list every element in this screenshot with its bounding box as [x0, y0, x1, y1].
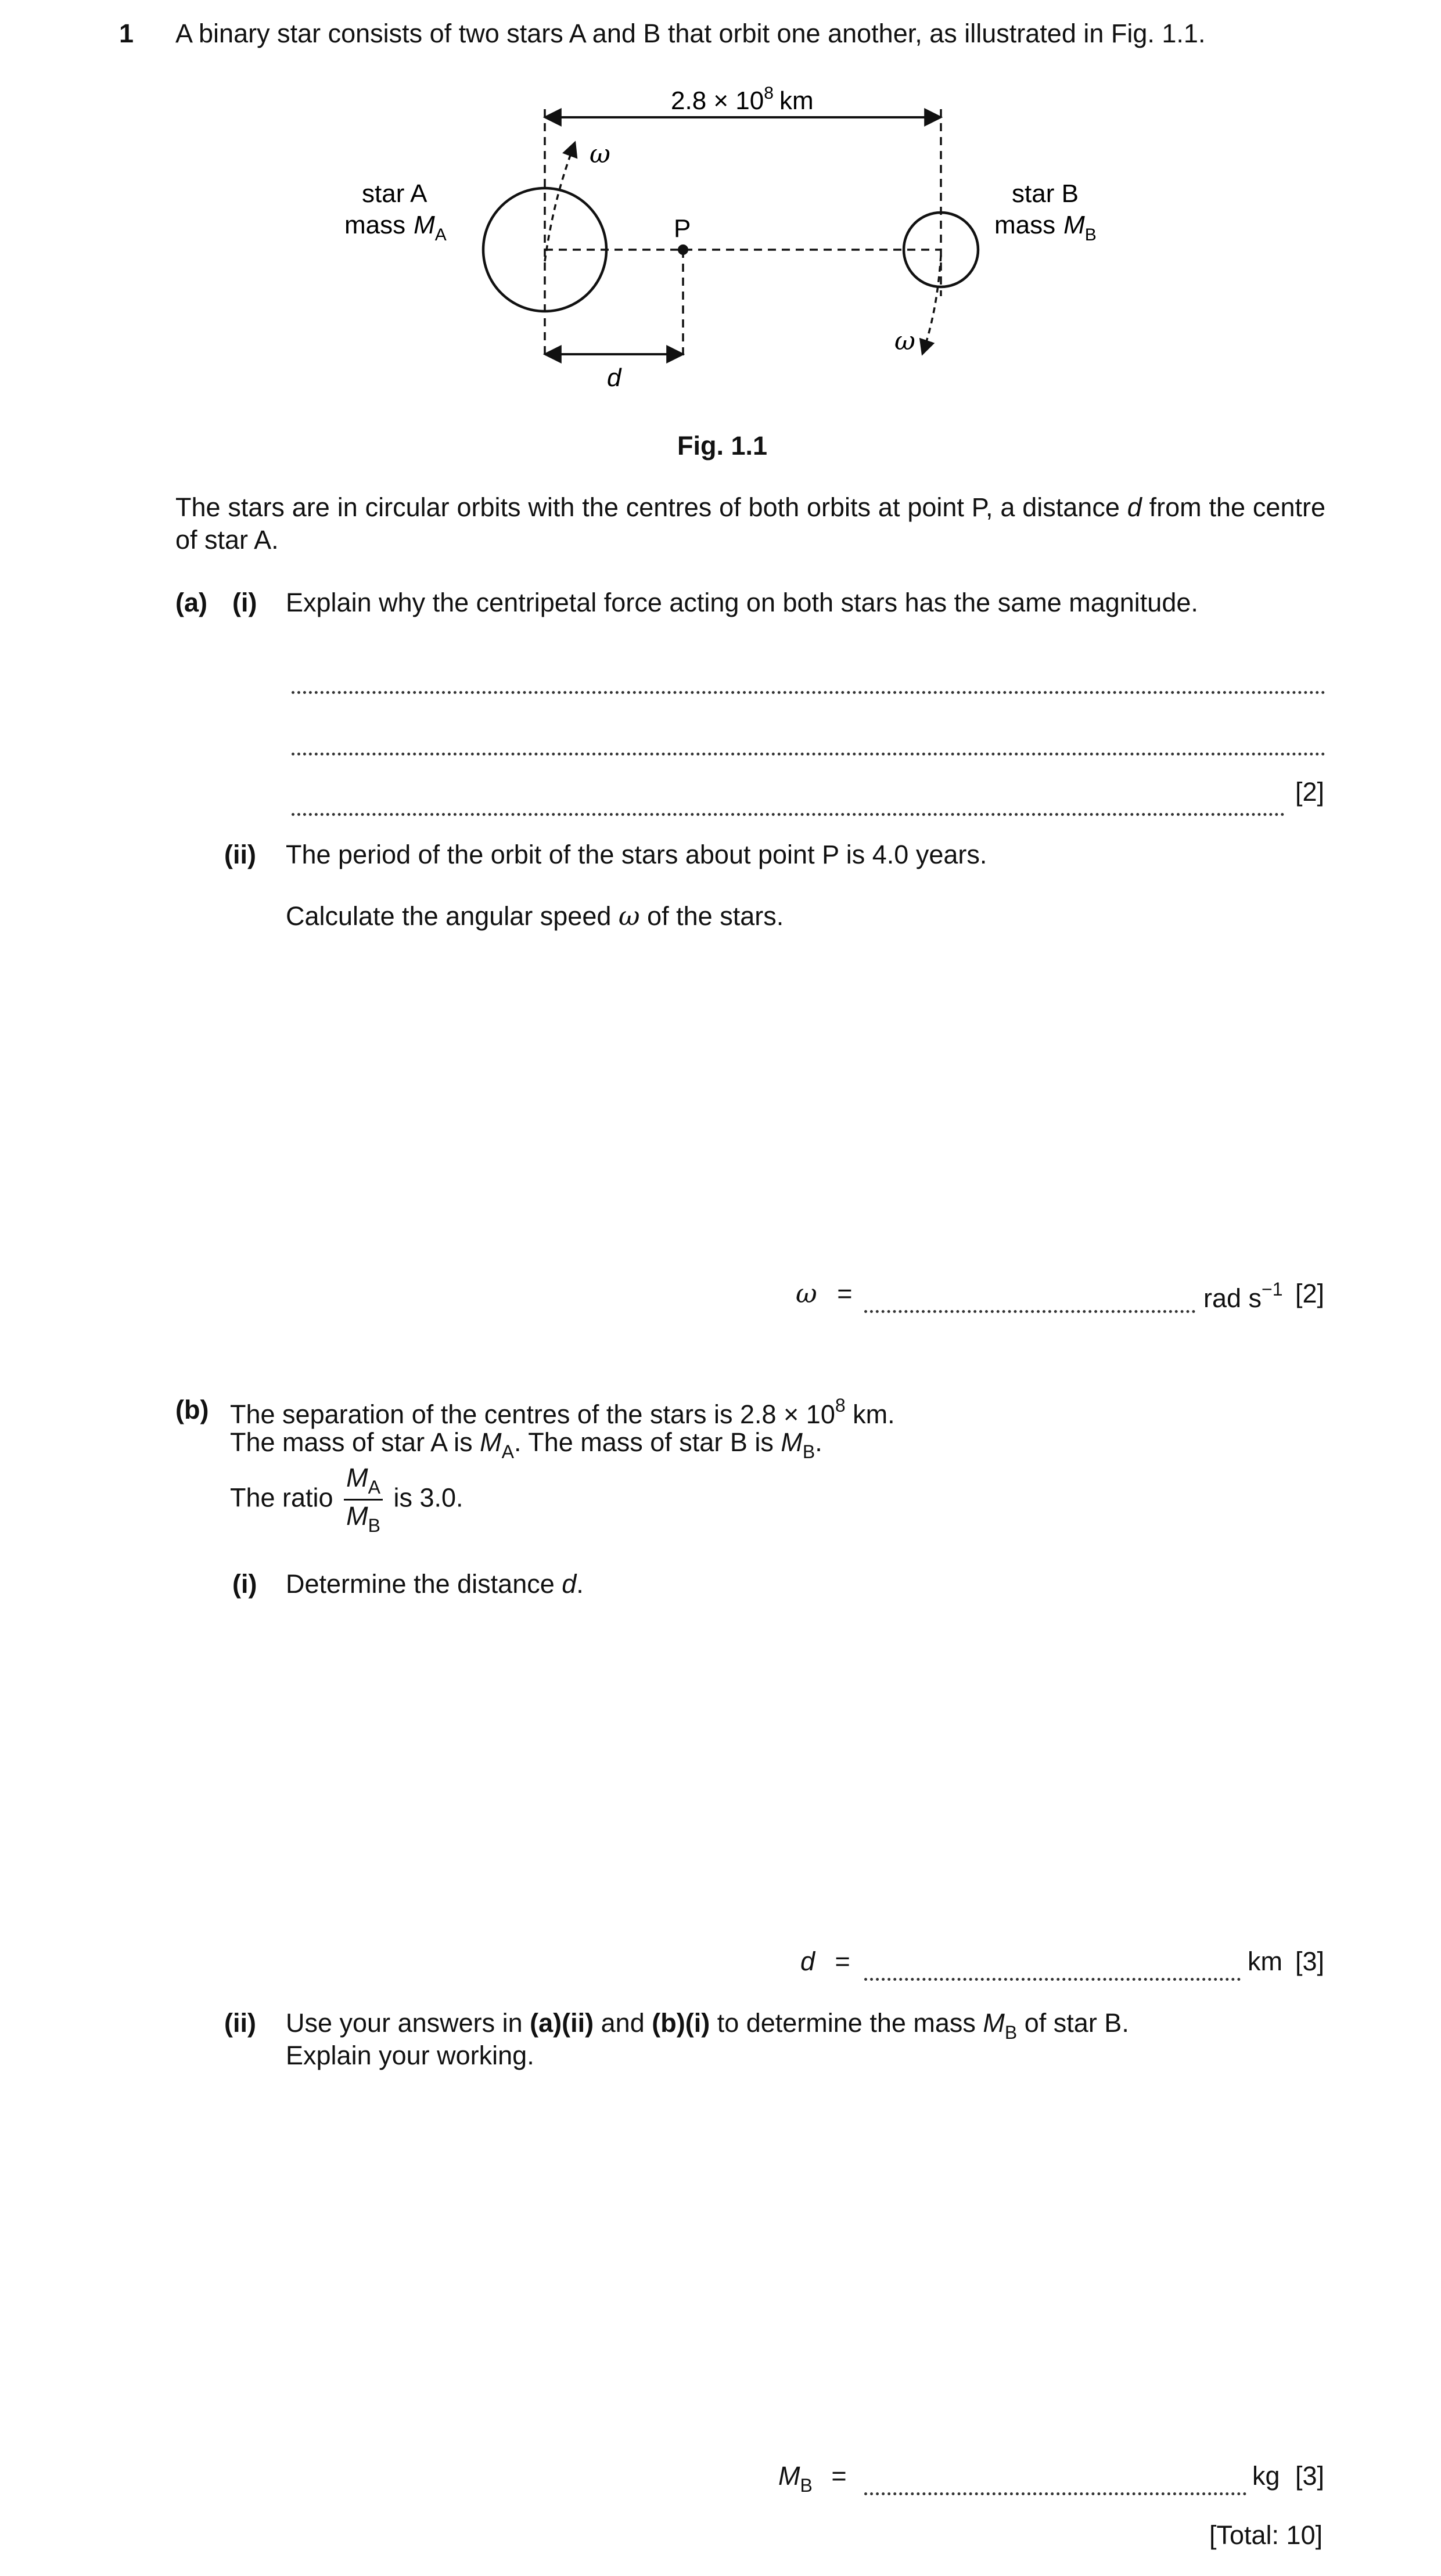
distance-d-label: d [607, 364, 621, 392]
omega-arrow-b [922, 256, 941, 354]
mb-answer-unit: kg [1252, 2461, 1280, 2491]
part-a-ii-question: The period of the orbit of the stars about point P is 4.0 years. [286, 840, 987, 869]
mb-answer-row: $M_B$ = [778, 2461, 847, 2496]
omega-label-a: ω [590, 139, 610, 169]
answer-line-2[interactable] [292, 731, 1325, 763]
context-paragraph: The stars are in circular orbits with the centres of both orbits at point P, a distance d from the centre of star A. [175, 492, 1325, 555]
part-b-line-2: The mass of star A is $M_A$. The mass of star B is $M_B$. [230, 1427, 822, 1462]
part-b-i-question: Determine the distance d. [286, 1569, 584, 1599]
mass-ratio-fraction: $\frac{M_A}{M_B}$ [344, 1463, 383, 1536]
answer-line-3[interactable] [292, 791, 1285, 823]
part-b-ratio: The ratio $\frac{M_A}{M_B}$ is 3.0. [230, 1463, 463, 1537]
part-a-i-question: Explain why the centripetal force acting on both stars has the same magnitude. [286, 588, 1198, 617]
omega-answer-row: ω = [796, 1278, 853, 1309]
figure-caption: Fig. 1.1 [677, 431, 768, 460]
part-a-ii-marks: [2] [1295, 1279, 1325, 1308]
question-number: 1 [119, 19, 134, 48]
part-b-i-label: (i) [232, 1569, 257, 1599]
star-b-mass: mass $M_B$ [994, 211, 1097, 244]
star-a-mass: mass $M_A$ [344, 211, 447, 244]
part-b-label: (b) [175, 1395, 209, 1424]
point-p [678, 244, 688, 255]
question-intro: A binary star consists of two stars A and B that orbit one another, as illustrated in Fig. 1.1. [175, 19, 1206, 48]
d-answer-row: d = [800, 1947, 850, 1976]
part-a-ii-instruction: Calculate the angular speed ω of the stars. [286, 901, 784, 931]
star-a-label: star A [362, 179, 427, 208]
part-b-ii-marks: [3] [1295, 2461, 1325, 2491]
part-b-ii-label: (ii) [224, 2008, 256, 2038]
part-b-i-marks: [3] [1295, 1947, 1325, 1976]
part-b-ii-question: Use your answers in (a)(ii) and (b)(i) to determine the mass $M_B$ of star B. [286, 2008, 1129, 2043]
separation-label: $2.8 \times 10^8$ km [671, 84, 814, 115]
part-a-label: (a) [175, 588, 207, 617]
part-a-i-marks: [2] [1295, 777, 1325, 807]
total-marks: [Total: 10] [1209, 2520, 1323, 2550]
part-b-line-1: The separation of the centres of the stars is $2.8 \times 10^8$ km. [230, 1395, 895, 1429]
part-a-ii-label: (ii) [224, 840, 256, 869]
part-a-i-label: (i) [232, 588, 257, 617]
omega-answer-unit: rad $s^{-1}$ [1203, 1279, 1283, 1313]
part-b-ii-instruction: Explain your working. [286, 2041, 534, 2070]
d-answer-unit: km [1248, 1947, 1282, 1976]
omega-answer-field[interactable] [864, 1288, 1195, 1321]
mb-answer-field[interactable] [864, 2470, 1246, 2503]
star-b-label: star B [1012, 179, 1079, 208]
omega-label-b: ω [894, 326, 915, 356]
point-p-label: P [674, 214, 691, 243]
answer-line-1[interactable] [292, 669, 1325, 701]
d-answer-field[interactable] [864, 1956, 1241, 1988]
omega-arrow-a [545, 142, 575, 261]
